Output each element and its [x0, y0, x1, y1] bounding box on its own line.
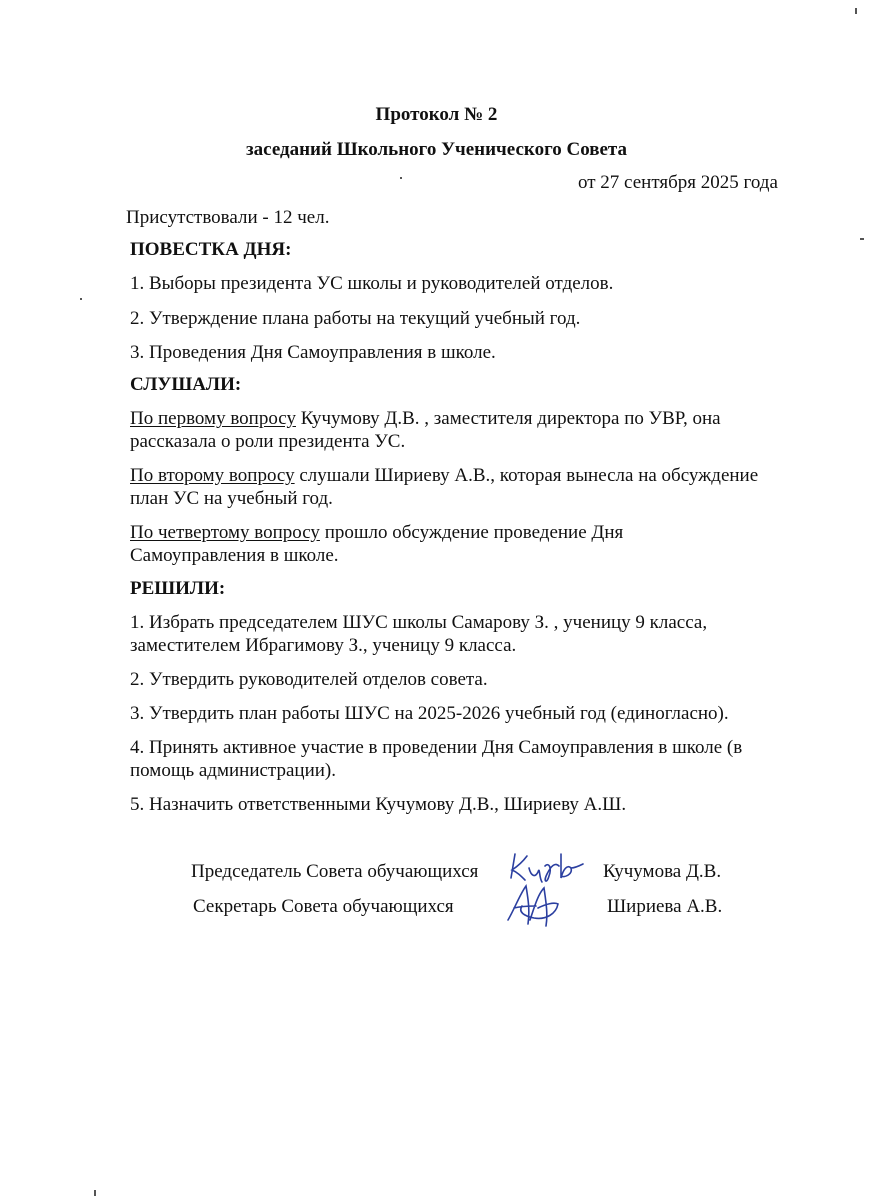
- secretary-signature: [500, 880, 562, 930]
- heard-item-continuation: план УС на учебный год.: [130, 488, 333, 509]
- heard-item-continuation: рассказала о роли президента УС.: [130, 431, 406, 452]
- heard-item-text: Кучумову Д.В. , заместителя директора по УВР, она: [296, 408, 721, 429]
- chair-role: Председатель Совета обучающихся: [191, 861, 479, 882]
- heard-heading: СЛУШАЛИ:: [130, 374, 242, 395]
- chair-name: Кучумова Д.В.: [603, 861, 722, 882]
- decision-item: 3. Утвердить план работы ШУС на 2025-2026 учебный год (единогласно).: [130, 703, 729, 724]
- decision-item-continuation: помощь администрации).: [130, 760, 336, 781]
- attendance-line: Присутствовали - 12 чел.: [126, 207, 330, 228]
- secretary-role: Секретарь Совета обучающихся: [193, 896, 454, 917]
- decided-heading: РЕШИЛИ:: [130, 578, 226, 599]
- agenda-item: 3. Проведения Дня Самоуправления в школе.: [130, 342, 496, 363]
- scan-speck: [94, 1190, 96, 1196]
- scan-speck: [860, 238, 864, 240]
- decision-item: 1. Избрать председателем ШУС школы Самарову З. , ученицу 9 класса,: [130, 612, 708, 633]
- decision-item: 4. Принять активное участие в проведении Дня Самоуправления в школе (в: [130, 737, 743, 758]
- decision-item: 5. Назначить ответственными Кучумову Д.В., Шириеву А.Ш.: [130, 794, 627, 815]
- heard-item-continuation: Самоуправления в школе.: [130, 545, 339, 566]
- scan-speck: [855, 8, 857, 14]
- document-date: от 27 сентября 2025 года: [578, 172, 778, 193]
- heard-item-text: прошло обсуждение проведение Дня: [319, 522, 624, 543]
- heard-item-label: По второму вопросу: [130, 465, 295, 486]
- scan-speck: [80, 298, 82, 300]
- heard-item-line: [130, 521, 623, 545]
- heard-item-label: По первому вопросу: [130, 408, 296, 429]
- decision-item-continuation: заместителем Ибрагимову З., ученицу 9 класса.: [130, 635, 517, 656]
- decision-item: 2. Утвердить руководителей отделов совета.: [130, 669, 488, 690]
- scan-speck: [400, 177, 402, 179]
- document-subtitle: заседаний Школьного Ученического Совета: [246, 139, 627, 160]
- agenda-heading: ПОВЕСТКА ДНЯ:: [130, 239, 292, 260]
- heard-item-text: слушали Шириеву А.В., которая вынесла на обсуждение: [294, 465, 759, 486]
- document-title: Протокол № 2: [375, 104, 498, 125]
- secretary-name: Шириева А.В.: [607, 896, 723, 917]
- agenda-item: 2. Утверждение плана работы на текущий учебный год.: [130, 308, 581, 329]
- agenda-item: 1. Выборы президента УС школы и руководителей отделов.: [130, 273, 614, 294]
- heard-item-label: По четвертому вопросу: [130, 522, 320, 543]
- heard-item-line: [130, 464, 758, 488]
- heard-item-line: [130, 407, 721, 431]
